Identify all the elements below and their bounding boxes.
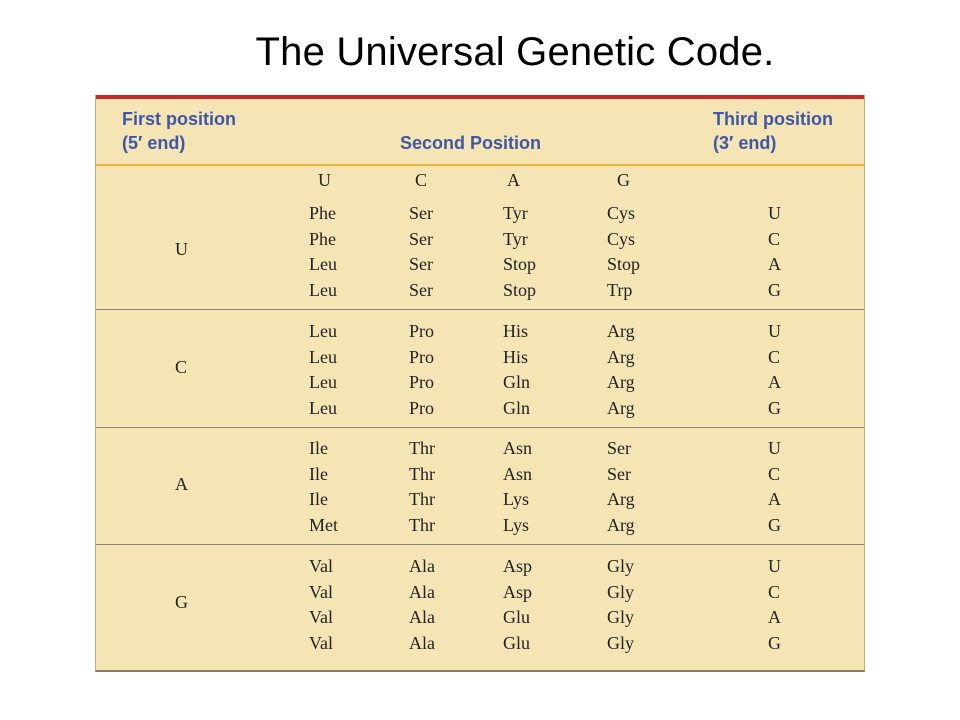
amino-acid-cell: Gln bbox=[503, 372, 530, 393]
third-position-letter: C bbox=[768, 346, 781, 367]
amino-acid-cell: Ala bbox=[409, 581, 435, 602]
header-third-line2: (3′ end) bbox=[713, 133, 777, 153]
second-letter-c: C bbox=[415, 170, 428, 190]
header-third-position bbox=[713, 107, 833, 155]
amino-acid-cell: Tyr bbox=[503, 203, 528, 223]
amino-acid-cell: Val bbox=[309, 633, 333, 654]
amino-acid-cell: Arg bbox=[607, 398, 635, 419]
header-third-line1: Third position bbox=[713, 109, 833, 129]
amino-acid-cell: Leu bbox=[309, 254, 337, 275]
amino-acid-cell: Ala bbox=[409, 556, 435, 576]
third-position-letter: A bbox=[768, 254, 781, 275]
amino-acid-cell: Val bbox=[309, 556, 333, 576]
amino-acid-cell: Leu bbox=[309, 398, 337, 419]
block-divider bbox=[96, 427, 864, 428]
first-position-letter-c: C bbox=[175, 357, 188, 377]
amino-acid-cell: Pro bbox=[409, 321, 435, 341]
amino-acid-cell: Trp bbox=[607, 280, 633, 301]
amino-acid-cell: Arg bbox=[607, 515, 635, 536]
third-position-letter: G bbox=[768, 398, 781, 419]
third-position-letter: A bbox=[768, 489, 781, 510]
third-position-letter: A bbox=[768, 607, 781, 628]
third-position-letter: C bbox=[768, 228, 781, 249]
amino-acid-cell: Val bbox=[309, 607, 333, 628]
amino-acid-cell: Arg bbox=[607, 372, 635, 393]
third-position-letter: U bbox=[768, 321, 781, 341]
amino-acid-cell: Glu bbox=[503, 607, 530, 628]
second-letter-a: A bbox=[507, 170, 520, 190]
block-divider bbox=[96, 544, 864, 545]
amino-acid-cell: Asn bbox=[503, 463, 533, 484]
amino-acid-cell: Lys bbox=[503, 515, 530, 536]
third-position-letter: U bbox=[768, 203, 781, 223]
amino-acid-cell: Ser bbox=[409, 254, 433, 275]
third-position-letter: U bbox=[768, 556, 781, 576]
amino-acid-cell: Thr bbox=[409, 489, 435, 510]
amino-acid-cell: His bbox=[503, 321, 529, 341]
header-first-line1: First position bbox=[122, 109, 236, 129]
header-second-position: Second Position bbox=[400, 133, 542, 153]
amino-acid-cell: Asn bbox=[503, 438, 533, 458]
amino-acid-cell: Leu bbox=[309, 346, 337, 367]
amino-acid-cell: Ser bbox=[409, 228, 433, 249]
third-position-letter: G bbox=[768, 280, 781, 301]
amino-acid-cell: Gly bbox=[607, 633, 634, 654]
second-letter-u: U bbox=[318, 170, 331, 190]
amino-acid-cell: Ile bbox=[309, 438, 328, 458]
amino-acid-cell: Thr bbox=[409, 463, 435, 484]
amino-acid-cell: Pro bbox=[409, 346, 435, 367]
third-position-letter: C bbox=[768, 463, 781, 484]
table-top-bar bbox=[96, 95, 864, 99]
third-position-letter: C bbox=[768, 581, 781, 602]
genetic-code-table bbox=[95, 95, 865, 672]
third-position-letter: G bbox=[768, 633, 781, 654]
amino-acid-cell: His bbox=[503, 346, 529, 367]
header-first-line2: (5′ end) bbox=[122, 133, 186, 153]
amino-acid-cell: Asp bbox=[503, 556, 533, 576]
amino-acid-cell: Val bbox=[309, 581, 333, 602]
amino-acid-cell: Ala bbox=[409, 607, 435, 628]
amino-acid-cell: Thr bbox=[409, 438, 435, 458]
header-divider bbox=[96, 164, 864, 166]
second-letter-g: G bbox=[617, 170, 630, 190]
amino-acid-cell: Pro bbox=[409, 372, 435, 393]
amino-acid-cell: Stop bbox=[503, 280, 537, 301]
page-title: The Universal Genetic Code. bbox=[255, 30, 775, 74]
amino-acid-cell: Pro bbox=[409, 398, 435, 419]
header-first-position bbox=[122, 107, 236, 155]
amino-acid-cell: Gly bbox=[607, 581, 634, 602]
first-position-letter-a: A bbox=[175, 474, 188, 494]
amino-acid-cell: Phe bbox=[309, 203, 336, 223]
amino-acid-cell: Ser bbox=[409, 203, 433, 223]
amino-acid-cell: Ile bbox=[309, 463, 328, 484]
amino-acid-cell: Leu bbox=[309, 372, 337, 393]
amino-acid-cell: Ser bbox=[607, 463, 631, 484]
amino-acid-cell: Leu bbox=[309, 280, 337, 301]
third-position-letter: G bbox=[768, 515, 781, 536]
amino-acid-cell: Arg bbox=[607, 346, 635, 367]
amino-acid-cell: Arg bbox=[607, 489, 635, 510]
amino-acid-cell: Ser bbox=[607, 438, 631, 458]
first-position-letter-u: U bbox=[175, 239, 188, 259]
amino-acid-cell: Cys bbox=[607, 203, 636, 223]
amino-acid-cell: Ile bbox=[309, 489, 328, 510]
amino-acid-cell: Ala bbox=[409, 633, 435, 654]
amino-acid-cell: Thr bbox=[409, 515, 435, 536]
third-position-letter: A bbox=[768, 372, 781, 393]
amino-acid-cell: Cys bbox=[607, 228, 636, 249]
amino-acid-cell: Gly bbox=[607, 556, 634, 576]
amino-acid-cell: Phe bbox=[309, 228, 336, 249]
amino-acid-cell: Ser bbox=[409, 280, 433, 301]
amino-acid-cell: Lys bbox=[503, 489, 530, 510]
amino-acid-cell: Glu bbox=[503, 633, 530, 654]
amino-acid-cell: Stop bbox=[607, 254, 641, 275]
amino-acid-cell: Asp bbox=[503, 581, 533, 602]
block-divider bbox=[96, 309, 864, 310]
amino-acid-cell: Tyr bbox=[503, 228, 528, 249]
third-position-letter: U bbox=[768, 438, 781, 458]
first-position-letter-g: G bbox=[175, 592, 188, 612]
amino-acid-cell: Gly bbox=[607, 607, 634, 628]
amino-acid-cell: Leu bbox=[309, 321, 337, 341]
amino-acid-cell: Gln bbox=[503, 398, 530, 419]
amino-acid-cell: Met bbox=[309, 515, 338, 536]
amino-acid-cell: Stop bbox=[503, 254, 537, 275]
amino-acid-cell: Arg bbox=[607, 321, 635, 341]
